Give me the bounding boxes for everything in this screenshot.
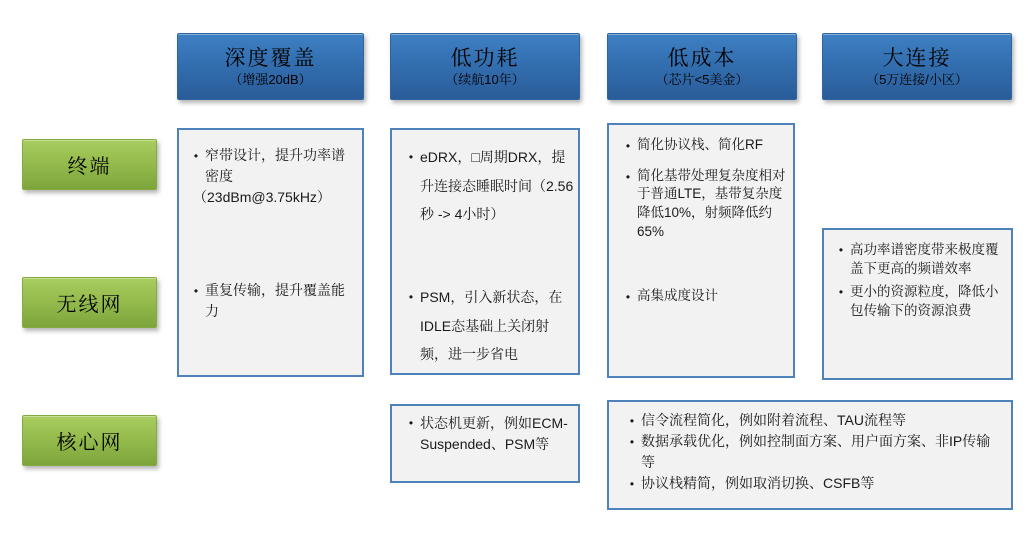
- header-title: 大连接: [882, 46, 952, 70]
- bullet-text: • 信令流程简化，例如附着流程、TAU流程等: [641, 412, 906, 428]
- bullet-text: • 高功率谱密度带来极度覆盖下更高的频谱效率: [850, 242, 999, 277]
- header-title: 低功耗: [450, 46, 520, 70]
- row-label-terminal: [22, 139, 157, 190]
- bullet-item: [832, 282, 1006, 320]
- header-title: 深度覆盖: [224, 46, 317, 70]
- row-label-text: 终端: [67, 156, 112, 178]
- bullet-text: • 重复传输，提升覆盖能力: [205, 282, 345, 319]
- feature-box-massive-connection: [822, 228, 1013, 380]
- bullet-item: [402, 143, 574, 229]
- header-massive-connection: [822, 33, 1012, 100]
- row-label-text: 无线网: [56, 294, 123, 316]
- row-label-text: 核心网: [56, 432, 123, 454]
- bullet-item: [619, 167, 790, 242]
- bullet-note: （23dBm@3.75kHz）: [193, 189, 331, 205]
- bullet-text: • 窄带设计，提升功率谱密度: [205, 147, 345, 184]
- header-deep-coverage: [177, 33, 364, 100]
- bullet-item: [623, 431, 1003, 473]
- bullet-text: • 数据承载优化，例如控制面方案、用户面方案、非IP传输等: [641, 433, 991, 470]
- row-label-core-network: [22, 415, 157, 466]
- bullet-text: • PSM，引入新状态，在IDLE态基础上关闭射频，进一步省电: [420, 289, 563, 363]
- bullet-item: [623, 473, 1003, 494]
- header-subtitle: （芯片<5美金）: [655, 71, 749, 87]
- bullet-text: • eDRX，□周期DRX，提升连接态睡眠时间（2.56秒 -> 4小时）: [420, 149, 574, 223]
- header-subtitle: （续航10年）: [445, 71, 525, 87]
- bullet-item: [402, 413, 574, 454]
- bullet-item: [187, 145, 354, 187]
- bullet-text: • 状态机更新，例如ECM-Suspended、PSM等: [420, 415, 568, 452]
- row-label-radio-network: [22, 277, 157, 328]
- feature-box-core-signaling: [607, 400, 1013, 510]
- header-title: 低成本: [667, 46, 737, 70]
- bullet-text: • 简化协议栈、简化RF: [637, 137, 763, 152]
- bullet-item: [187, 280, 354, 322]
- header-low-cost: [607, 33, 797, 100]
- bullet-item: [619, 287, 790, 306]
- bullet-text: • 高集成度设计: [637, 288, 718, 304]
- header-subtitle: （增强20dB）: [229, 71, 312, 87]
- bullet-item: [619, 136, 790, 155]
- bullet-text: • 简化基带处理复杂度相对于普通LTE，基带复杂度降低10%，射频降低约65%: [637, 167, 786, 239]
- bullet-item: [402, 283, 574, 369]
- feature-box-low-power: [390, 128, 580, 375]
- bullet-text: • 更小的资源粒度，降低小包传输下的资源浪费: [850, 284, 999, 319]
- bullet-text: • 协议栈精简，例如取消切换、CSFB等: [641, 475, 875, 491]
- feature-box-core-state-machine: [390, 404, 580, 483]
- feature-box-coverage: [177, 128, 364, 377]
- header-low-power: [390, 33, 580, 100]
- header-subtitle: （5万连接/小区）: [866, 71, 968, 87]
- bullet-item: [623, 410, 1003, 431]
- feature-box-low-cost: [607, 123, 795, 378]
- bullet-item: [832, 240, 1006, 278]
